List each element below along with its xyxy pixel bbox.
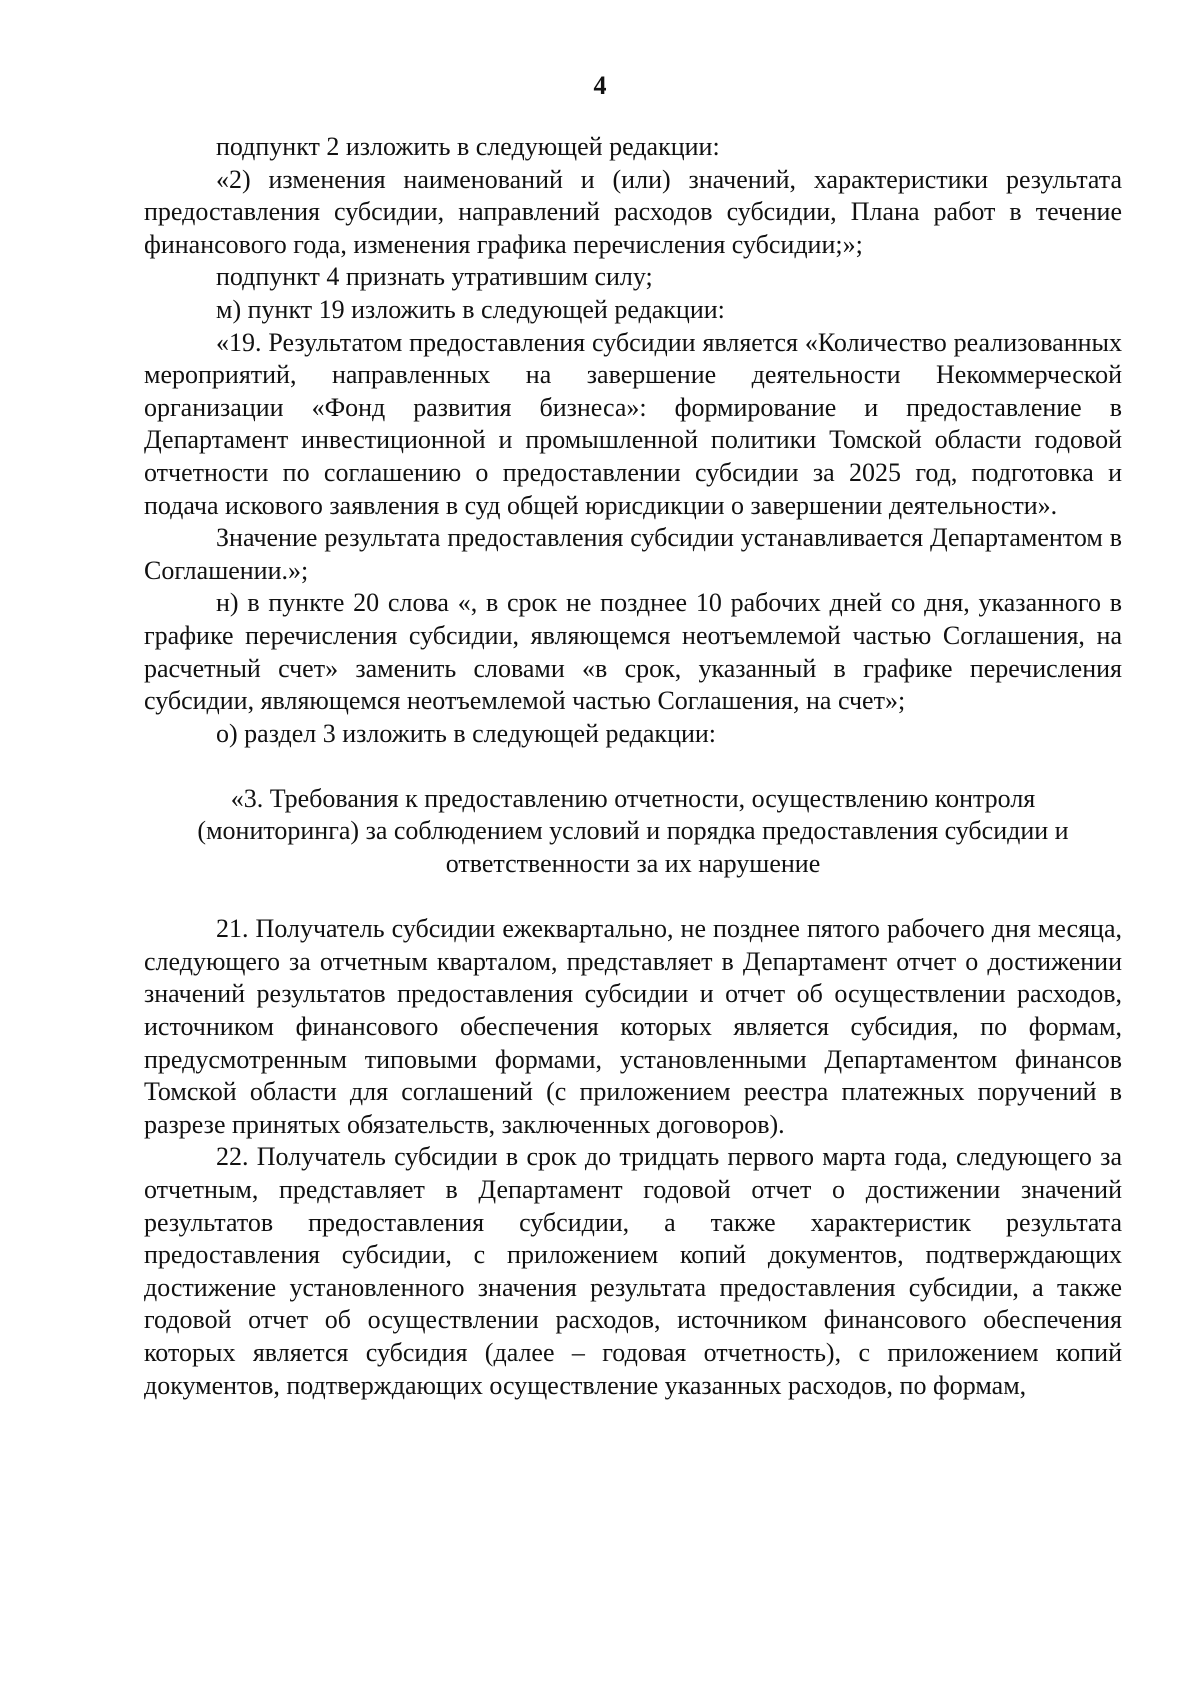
paragraph-subpoint-2-text: «2) изменения наименований и (или) значений, характеристики результата предоставления субсидии, направлений расходов субсидии, Плана работ в течение финансового года, изменения графика перечисления субсидии;»; [144,164,1122,259]
paragraph-point-21: 21. Получатель субсидии ежеквартально, не позднее пятого рабочего дня месяца, следующего за отчетным кварталом, представляет в Департамент отчет о достижении значений результатов предоставления субсидии и отчет об осуществлении расходов, источником финансового обеспечения которых является субсидия, по формам, предусмотренным типовыми формами, установленными Департаментом финансов Томской области для соглашений (с приложением реестра платежных поручений в разрезе принятых обязательств, заключенных договоров). [144,914,1122,1139]
paragraph-item-m: м) пункт 19 изложить в следующей редакции: [216,294,725,324]
paragraph-result-value: Значение результата предоставления субсидии устанавливается Департаментом в Соглашении.»; [144,523,1122,585]
paragraph-point-19: «19. Результатом предоставления субсидии является «Количество реализованных мероприятий, направленных на завершение деятельности Некоммерческой организации «Фонд развития бизнеса»: формирование и предоставление в Департамент инвестиционной и промышленной политики Томской области годовой отчетности по соглашению о предоставлении субсидии за 2025 год, подготовка и подача искового заявления в суд общей юрисдикции о завершении деятельности». [144,327,1122,520]
paragraph-subpoint-2-intro: подпункт 2 изложить в следующей редакции: [216,132,720,161]
paragraph-item-o: о) раздел 3 изложить в следующей редакции: [216,718,717,748]
page-number: 4 [593,71,607,100]
paragraph-item-n: н) в пункте 20 слова «, в срок не позднее 10 рабочих дней со дня, указанного в графике перечисления субсидии, являющемся неотъемлемой частью Соглашения, на расчетный счет» заменить словами «в срок, указанный в графике перечисления субсидии, являющемся неотъемлемой частью Соглашения, на счет»; [144,588,1122,716]
section-3-heading: «3. Требования к предоставлению отчетности, осуществлению контроля (мониторинга) за соблюдением условий и порядка предоставления субсидии и ответственности за их нарушение [197,783,1069,879]
document-body [144,131,1122,1402]
paragraph-subpoint-4: подпункт 4 признать утратившим силу; [216,262,653,292]
paragraph-point-22: 22. Получатель субсидии в срок до тридцать первого марта года, следующего за отчетным, представляет в Департамент годовой отчет о достижении значений результатов предоставления субсидии, а также характеристик результата предоставления субсидии, с приложением копий документов, подтверждающих достижение установленного значения результата предоставления субсидии, а также годовой отчет об осуществлении расходов, источником финансового обеспечения которых является субсидия (далее – годовая отчетность), с приложением копий документов, подтверждающих осуществление указанных расходов, по формам, [144,1142,1122,1400]
